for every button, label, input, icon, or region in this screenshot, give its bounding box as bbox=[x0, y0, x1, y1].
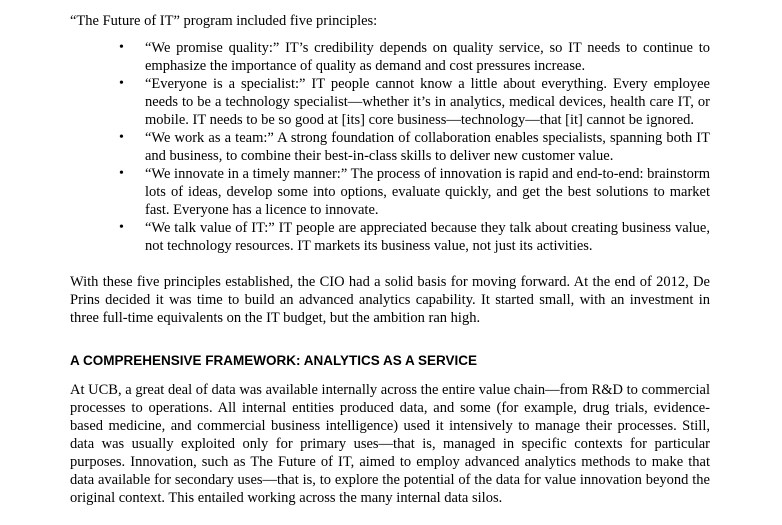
principle-text: “We innovate in a timely manner:” The process of innovation is rapid and end-to-end: brainstorm lots of ideas, develop some into options, evaluate quickly, and get the best solutions to market fast. Everyone has a licence to innovate. bbox=[145, 166, 710, 218]
body-paragraph-1: With these five principles established, the CIO had a solid basis for moving forward. At the end of 2012, De Prins decided it was time to build an advanced analytics capability. It started small, with an investment in three full-time equivalents on the IT budget, but the ambition ran high. bbox=[70, 274, 710, 326]
document-page bbox=[70, 12, 710, 507]
body-paragraph-2: At UCB, a great deal of data was available internally across the entire value chain—from R&D to commercial processes to operations. All internal entities produced data, and some (for example, drug trials, evidence-based medicine, and commercial business intelligence) used it intensively to manage their processes. Still, data was usually exploited only for primary uses—that is, managed in specific contexts for particular purposes. Innovation, such as The Future of IT, aimed to employ advanced analytics methods to make that data available for secondary uses—that is, to explore the potential of the data for value innovation beyond the original context. This entailed working across the many internal data silos. bbox=[70, 382, 710, 506]
principle-item bbox=[119, 219, 710, 255]
principle-text: “We talk value of IT:” IT people are appreciated because they talk about creating business value, not technology resources. IT markets its business value, not just its activities. bbox=[145, 220, 710, 254]
principle-item bbox=[119, 129, 710, 165]
principle-item bbox=[119, 165, 710, 219]
bullet-icon: • bbox=[119, 40, 124, 55]
principle-item bbox=[119, 75, 710, 129]
principle-text: “We work as a team:” A strong foundation of collaboration enables specialists, spanning both IT and business, to combine their best-in-class skills to deliver new customer value. bbox=[145, 130, 710, 164]
bullet-icon: • bbox=[119, 76, 124, 91]
bullet-icon: • bbox=[119, 166, 124, 181]
principle-item bbox=[119, 39, 710, 75]
principle-text: “Everyone is a specialist:” IT people cannot know a little about everything. Every employee needs to be a technology specialist—whether it’s in analytics, medical devices, health care IT, or mobile. IT needs to be so good at [its] core business—technology—that [it] cannot be ignored. bbox=[145, 76, 710, 128]
principles-list bbox=[70, 39, 710, 255]
section-heading: A COMPREHENSIVE FRAMEWORK: ANALYTICS AS A SERVICE bbox=[70, 353, 478, 368]
intro-sentence: “The Future of IT” program included five principles: bbox=[70, 13, 378, 29]
bullet-icon: • bbox=[119, 130, 124, 145]
bullet-icon: • bbox=[119, 220, 124, 235]
principle-text: “We promise quality:” IT’s credibility depends on quality service, so IT needs to continue to emphasize the importance of quality as demand and cost pressures increase. bbox=[145, 40, 710, 74]
